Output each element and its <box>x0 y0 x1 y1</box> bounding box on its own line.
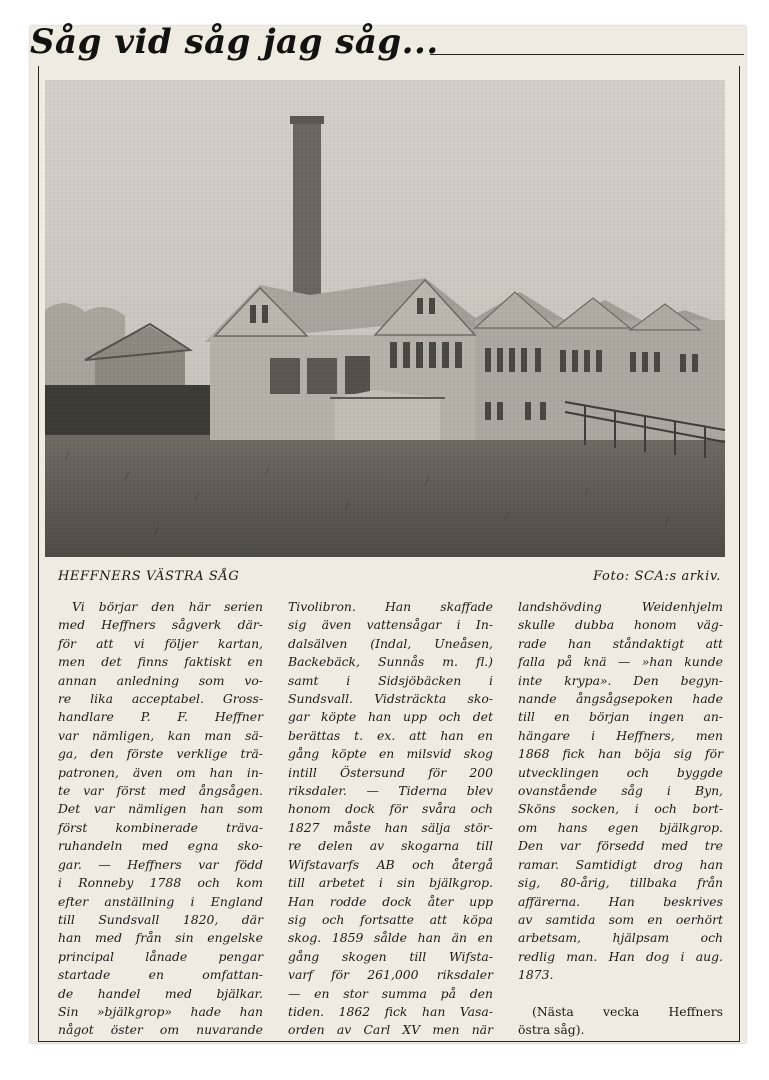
text-line: Wifstavarfs AB och återgå <box>288 856 493 872</box>
text-line: re lika acceptabel. Gross- <box>58 691 263 707</box>
text-line: patronen, även om han in- <box>58 764 263 780</box>
text-line: sig och fortsatte att köpa <box>288 911 493 927</box>
text-line: till Sundsvall 1820, där <box>58 911 263 927</box>
text-line: efter anställning i England <box>58 893 263 909</box>
text-line: först kombinerade träva- <box>58 819 263 835</box>
text-line: ovanstående såg i Byn, <box>518 783 723 799</box>
text-line: landshövding Weidenhjelm <box>518 599 723 614</box>
text-line: ramar. Samtidigt drog han <box>518 856 723 872</box>
text-line: intill Östersund för 200 <box>288 764 493 780</box>
text-line: sig även vattensågar i In- <box>288 617 493 633</box>
text-line: gång skogen till Wifsta- <box>288 948 493 964</box>
headline: Såg vid såg jag såg... <box>30 22 439 62</box>
headline-rule <box>430 54 744 55</box>
text-line: startade en omfattan- <box>58 967 263 983</box>
text-line: för att vi följer kartan, <box>58 635 263 651</box>
text-line: re delen av skogarna till <box>288 838 493 854</box>
text-line: östra såg). <box>518 1021 585 1037</box>
text-line: i Ronneby 1788 och kom <box>58 875 263 891</box>
text-line: te var först med ångsågen. <box>58 783 263 799</box>
text-line: inte krypa». Den begyn- <box>518 672 723 688</box>
text-line: rade han ståndaktigt att <box>518 635 723 651</box>
text-line: gar köpte han upp och det <box>288 709 493 725</box>
text-line: orden av Carl XV men när <box>288 1022 493 1038</box>
text-line: riksdaler. — Tiderna blev <box>288 783 493 799</box>
text-line: principal lånade pengar <box>58 948 263 964</box>
photo-caption-title: HEFFNERS VÄSTRA SÅG <box>58 569 240 584</box>
next-week-note <box>518 1003 723 1040</box>
text-line: 1868 fick han böja sig för <box>518 746 723 762</box>
text-line: om hans egen bjälkgrop. <box>518 819 723 835</box>
text-line: de handel med bjälkar. <box>58 985 263 1001</box>
text-line: till arbetet i sin bjälkgrop. <box>288 875 493 891</box>
sawmill-photo <box>45 80 725 557</box>
text-line: ga, den förste verklige trä- <box>58 746 263 762</box>
text-line: Vi börjar den här serien <box>72 599 263 614</box>
text-line: Sin »bjälkgrop» hade han <box>58 1003 263 1019</box>
text-line: Han rodde dock åter upp <box>288 893 493 909</box>
text-line: till en början ingen an- <box>518 709 723 725</box>
text-line: gar. — Heffners var född <box>58 856 263 872</box>
text-line: arbetsam, hjälpsam och <box>518 930 723 946</box>
text-line: Den var försedd med tre <box>518 838 723 854</box>
text-line: sig, 80-årig, tillbaka från <box>518 875 723 891</box>
text-line: falla på knä — »han kunde <box>518 654 723 670</box>
text-line: handlare P. F. Heffner <box>58 709 263 725</box>
text-line: gång köpte en milsvid skog <box>288 746 493 762</box>
text-line: av samtida som en oerhört <box>518 911 723 927</box>
text-line: annan anledning som vo- <box>58 672 263 688</box>
text-line: 1873. <box>518 967 554 983</box>
text-line: samt i Sidsjöbäcken i <box>288 672 493 688</box>
text-line: hängare i Heffners, men <box>518 727 723 743</box>
text-line: var nämligen, kan man sä- <box>58 727 263 743</box>
text-line: (Nästa vecka Heffners <box>532 1003 723 1019</box>
text-line: honom dock för svåra och <box>288 801 493 817</box>
text-line: nande ångsågsepoken hade <box>518 691 723 707</box>
photo-credit: Foto: SCA:s arkiv. <box>593 569 721 584</box>
text-line: men det finns faktiskt en <box>58 654 263 670</box>
text-line: berättas t. ex. att han en <box>288 727 493 743</box>
text-line: Backebäck, Sunnås m. fl.) <box>288 654 493 670</box>
text-line: — en stor summa på den <box>288 985 493 1001</box>
text-line: skulle dubba honom väg- <box>518 617 723 633</box>
text-line: Det var nämligen han som <box>58 801 263 817</box>
text-line: Sundsvall. Vidsträckta sko- <box>288 691 493 707</box>
text-line: affärerna. Han beskrives <box>518 893 723 909</box>
article-column-2 <box>288 598 493 1040</box>
text-line: något öster om nuvarande <box>58 1022 263 1038</box>
text-line: utvecklingen och byggde <box>518 764 723 780</box>
text-line: tiden. 1862 fick han Vasa- <box>288 1003 493 1019</box>
text-line: skog. 1859 sålde han än en <box>288 930 493 946</box>
text-line: han med från sin engelske <box>58 930 263 946</box>
text-line: redlig man. Han dog i aug. <box>518 948 723 964</box>
article-column-1 <box>58 598 263 1040</box>
text-line: dalsälven (Indal, Uneåsen, <box>288 635 493 651</box>
text-line: Tivolibron. Han skaffade <box>288 599 493 614</box>
text-line: Sköns socken, i och bort- <box>518 801 723 817</box>
article-column-3 <box>518 598 723 1039</box>
text-line: varf för 261,000 riksdaler <box>288 967 493 983</box>
text-line: 1827 måste han sälja stör- <box>288 819 493 835</box>
text-line: ruhandeln med egna sko- <box>58 838 263 854</box>
text-line: med Heffners sågverk där- <box>58 617 263 633</box>
